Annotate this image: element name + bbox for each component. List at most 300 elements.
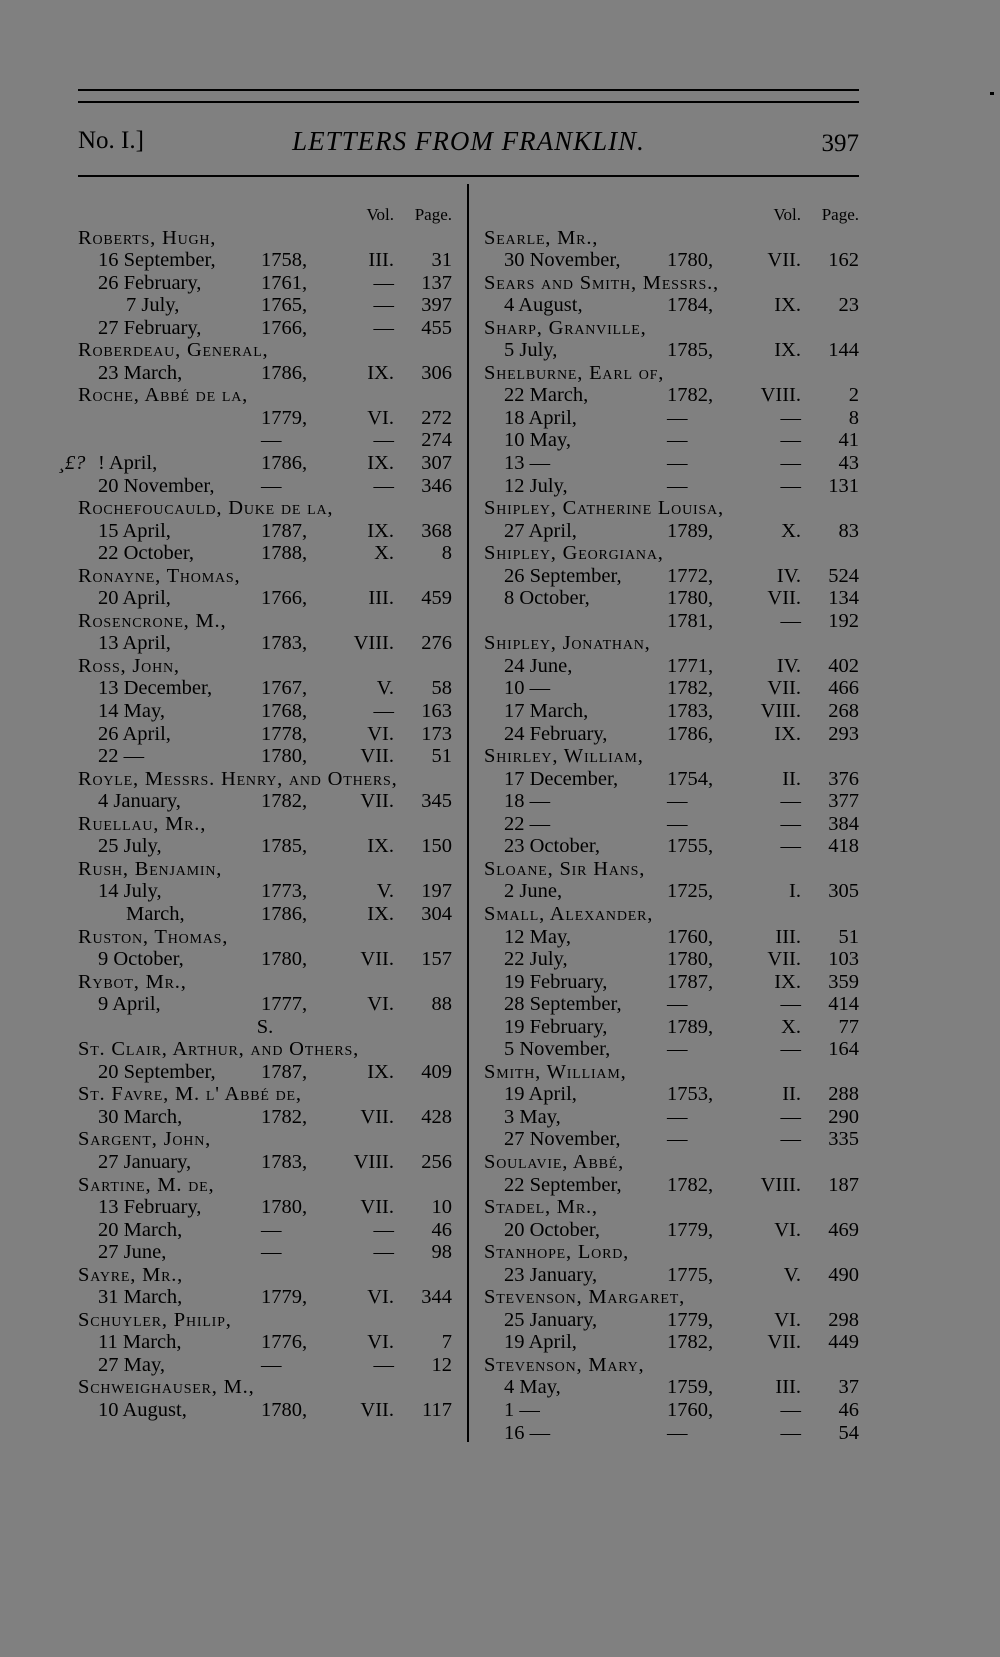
- page-ref: 376: [828, 767, 859, 790]
- volume-number: —: [373, 700, 394, 723]
- letter-date: 7 July,: [126, 294, 180, 317]
- page-ref: 144: [828, 339, 859, 362]
- page-ref: 8: [848, 406, 859, 429]
- letter-entry: [484, 677, 859, 700]
- letter-entry: [78, 993, 452, 1016]
- letter-entry: [484, 1309, 859, 1332]
- page-ref: 268: [828, 700, 859, 723]
- letter-entry: [78, 317, 452, 340]
- volume-number: III.: [368, 587, 394, 610]
- index-entry-name: [78, 227, 452, 250]
- volume-number: —: [780, 993, 801, 1016]
- letter-year: 1754,: [667, 767, 714, 790]
- letter-date: 12 May,: [504, 925, 571, 948]
- letter-date: 14 July,: [98, 880, 162, 903]
- letter-date: 14 May,: [98, 700, 165, 723]
- letter-date: 9 April,: [98, 993, 161, 1016]
- letter-date: 27 January,: [98, 1150, 192, 1173]
- section-label: No. I.]: [78, 127, 144, 154]
- left-column: [58, 204, 452, 1422]
- volume-number: —: [780, 1128, 801, 1151]
- volume-number: VII.: [767, 948, 801, 971]
- volume-number: IX.: [367, 519, 394, 542]
- letter-entry: [78, 903, 452, 926]
- volume-number: VII.: [360, 948, 394, 971]
- running-title: LETTERS FROM FRANKLIN.: [292, 126, 645, 156]
- letter-date: 16 —: [504, 1421, 551, 1444]
- index-entry-name: [484, 317, 859, 340]
- letter-entry: [78, 835, 452, 858]
- index-entry-name: [484, 1241, 859, 1264]
- page-ref: 137: [421, 271, 452, 294]
- volume-number: IX.: [367, 361, 394, 384]
- volume-number: IX.: [367, 902, 394, 925]
- letter-entry: [484, 294, 859, 317]
- letter-entry: [58, 452, 452, 475]
- page-ref: 103: [828, 948, 859, 971]
- letter-entry: [484, 339, 859, 362]
- index-entry-name: [78, 1083, 452, 1106]
- correspondent-name: St. Clair, Arthur, and Others,: [78, 1038, 360, 1061]
- letter-date: 20 March,: [98, 1218, 183, 1241]
- letter-date: 5 November,: [504, 1038, 611, 1061]
- letter-entry: [78, 723, 452, 746]
- page-ref: 58: [431, 677, 452, 700]
- letter-entry: [78, 745, 452, 768]
- letter-year: 1780,: [261, 745, 308, 768]
- correspondent-name: Shelburne, Earl of,: [484, 361, 665, 384]
- index-entry-name: [78, 339, 452, 362]
- page-ref: 459: [421, 587, 452, 610]
- letter-entry: [78, 1061, 452, 1084]
- correspondent-name: Stadel, Mr.,: [484, 1196, 598, 1219]
- page-ref: 46: [838, 1398, 859, 1421]
- index-entry-name: [484, 858, 859, 881]
- page-ref: 344: [421, 1286, 452, 1309]
- letter-entry: [484, 790, 859, 813]
- letter-entry: [78, 948, 452, 971]
- header-rule: [78, 175, 859, 177]
- page-ref: 335: [828, 1128, 859, 1151]
- page-ref: 117: [422, 1398, 452, 1421]
- page-ref: 290: [828, 1105, 859, 1128]
- correspondent-name: Rybot, Mr.,: [78, 970, 187, 993]
- page-ref: 8: [441, 542, 452, 565]
- letter-date: 27 April,: [504, 519, 577, 542]
- letter-date: 19 April,: [504, 1331, 577, 1354]
- letter-date: 10 May,: [504, 429, 571, 452]
- index-entry-name: [484, 632, 859, 655]
- letter-entry: [484, 723, 859, 746]
- letter-year: —: [261, 1241, 282, 1264]
- correspondent-name: Rush, Benjamin,: [78, 857, 223, 880]
- letter-entry: [484, 880, 859, 903]
- letter-entry: [78, 1354, 452, 1377]
- index-entry-name: [484, 497, 859, 520]
- letter-entry: [78, 1399, 452, 1422]
- letter-year: 1789,: [667, 519, 714, 542]
- letter-entry: [78, 407, 452, 430]
- letter-date: 4 January,: [98, 790, 181, 813]
- letter-entry: [78, 1151, 452, 1174]
- letter-year: 1755,: [667, 835, 714, 858]
- page-ref: 37: [838, 1376, 859, 1399]
- volume-number: —: [780, 835, 801, 858]
- letter-entry: [484, 700, 859, 723]
- letter-date: 19 February,: [504, 1015, 608, 1038]
- letter-year: 1773,: [261, 880, 308, 903]
- page-ref: 402: [828, 654, 859, 677]
- page-ref: 414: [828, 993, 859, 1016]
- volume-number: —: [780, 790, 801, 813]
- correspondent-name: Shipley, Jonathan,: [484, 632, 651, 655]
- page-ref: 359: [828, 970, 859, 993]
- letter-year: 1783,: [667, 700, 714, 723]
- index-entry-name: [78, 926, 452, 949]
- volume-number: VII.: [767, 677, 801, 700]
- page-ref: 10: [431, 1196, 452, 1219]
- letter-date: 17 December,: [504, 767, 619, 790]
- letter-year: —: [667, 1421, 688, 1444]
- letter-entry: [484, 971, 859, 994]
- page-ref: 173: [421, 722, 452, 745]
- letter-date: 10 —: [504, 677, 551, 700]
- letter-date: 2 June,: [504, 880, 563, 903]
- letter-date: 20 September,: [98, 1060, 216, 1083]
- index-entry-name: [78, 565, 452, 588]
- letter-date: 26 April,: [98, 722, 171, 745]
- letter-date: 31 March,: [98, 1286, 183, 1309]
- letter-entry: [484, 948, 859, 971]
- index-entry-name: [78, 1264, 452, 1287]
- correspondent-name: Ross, John,: [78, 654, 180, 677]
- letter-year: 1782,: [667, 384, 714, 407]
- letter-year: 1787,: [261, 1060, 308, 1083]
- volume-number: III.: [775, 1376, 801, 1399]
- letter-year: 1758,: [261, 249, 308, 272]
- letter-date: 11 March,: [98, 1331, 182, 1354]
- letter-year: 1786,: [261, 902, 308, 925]
- letter-entry: [78, 1219, 452, 1242]
- page-ref: 131: [828, 474, 859, 497]
- letter-entry: [484, 768, 859, 791]
- page-ref: 192: [828, 609, 859, 632]
- index-entry-name: [484, 1061, 859, 1084]
- volume-number: VIII.: [760, 384, 801, 407]
- page-ref: 43: [838, 452, 859, 475]
- letter-entry: [78, 294, 452, 317]
- letter-year: 1784,: [667, 294, 714, 317]
- index-entry-name: [484, 1196, 859, 1219]
- letter-date: 23 October,: [504, 835, 600, 858]
- volume-number: VII.: [360, 1196, 394, 1219]
- correspondent-name: Searle, Mr.,: [484, 226, 599, 249]
- letter-year: 1779,: [667, 1308, 714, 1331]
- letter-date: 20 October,: [504, 1218, 600, 1241]
- vol-heading: Vol.: [366, 205, 394, 224]
- index-entry-name: [78, 384, 452, 407]
- page-ref: 524: [828, 564, 859, 587]
- letter-entry: [78, 790, 452, 813]
- volume-number: VII.: [360, 1398, 394, 1421]
- page-ref: 31: [431, 249, 452, 272]
- letter-date: 24 June,: [504, 654, 573, 677]
- letter-year: 1779,: [261, 1286, 308, 1309]
- page-ref: 23: [838, 294, 859, 317]
- volume-number: VIII.: [760, 700, 801, 723]
- correspondent-name: Sayre, Mr.,: [78, 1263, 184, 1286]
- volume-number: X.: [781, 519, 801, 542]
- page-ref: 51: [431, 745, 452, 768]
- letter-entry: [484, 655, 859, 678]
- volume-number: VII.: [360, 1105, 394, 1128]
- page-ref: 346: [421, 474, 452, 497]
- letter-date: 22 September,: [504, 1173, 622, 1196]
- letter-year: 1761,: [261, 271, 308, 294]
- letter-entry: [484, 587, 859, 610]
- volume-number: VIII.: [760, 1173, 801, 1196]
- letter-entry: [78, 1331, 452, 1354]
- letter-year: 1782,: [261, 790, 308, 813]
- letter-year: 1788,: [261, 542, 308, 565]
- index-entry-name: [484, 227, 859, 250]
- letter-date: 28 September,: [504, 993, 622, 1016]
- page-ref: 157: [421, 948, 452, 971]
- letter-year: 1766,: [261, 587, 308, 610]
- letter-year: —: [667, 790, 688, 813]
- letter-entry: [484, 429, 859, 452]
- letter-year: 1783,: [261, 1150, 308, 1173]
- volume-number: VII.: [360, 745, 394, 768]
- letter-entry: [484, 835, 859, 858]
- page-header: [78, 124, 859, 164]
- correspondent-name: Ruston, Thomas,: [78, 925, 229, 948]
- column-divider: [467, 184, 469, 1442]
- letter-year: 1787,: [261, 519, 308, 542]
- letter-date: 30 November,: [504, 249, 621, 272]
- volume-number: V.: [783, 1263, 801, 1286]
- letter-entry: [78, 429, 452, 452]
- index-entry-name: [484, 362, 859, 385]
- letter-entry: [78, 272, 452, 295]
- letter-date: 26 September,: [504, 564, 622, 587]
- volume-number: X.: [374, 542, 394, 565]
- page-ref: 41: [838, 429, 859, 452]
- correspondent-name: Soulavie, Abbé,: [484, 1150, 625, 1173]
- letter-year: —: [667, 1128, 688, 1151]
- page-ref: 150: [421, 835, 452, 858]
- index-entry-name: [484, 272, 859, 295]
- volume-number: II.: [782, 1083, 801, 1106]
- letter-year: 1760,: [667, 925, 714, 948]
- volume-number: IV.: [776, 564, 801, 587]
- page-ref: 162: [828, 249, 859, 272]
- page-ref: 368: [421, 519, 452, 542]
- volume-number: I.: [789, 880, 801, 903]
- letter-year: —: [667, 452, 688, 475]
- page-ref: 377: [828, 790, 859, 813]
- letter-date: 27 November,: [504, 1128, 621, 1151]
- letter-year: 1785,: [667, 339, 714, 362]
- letter-entry: [78, 700, 452, 723]
- column-headings: [78, 204, 452, 227]
- letter-entry: [78, 1286, 452, 1309]
- letter-year: 1767,: [261, 677, 308, 700]
- index-entry-name: [78, 858, 452, 881]
- correspondent-name: Ronayne, Thomas,: [78, 564, 241, 587]
- letter-date: 19 April,: [504, 1083, 577, 1106]
- letter-year: —: [261, 429, 282, 452]
- volume-number: VI.: [774, 1308, 801, 1331]
- letter-entry: [78, 632, 452, 655]
- letter-entry: [484, 610, 859, 633]
- letter-date: 20 November,: [98, 474, 215, 497]
- page-ref: 134: [828, 587, 859, 610]
- volume-number: VI.: [367, 993, 394, 1016]
- letter-entry: [78, 520, 452, 543]
- letter-entry: [484, 813, 859, 836]
- speck-mark: [990, 92, 994, 95]
- volume-number: —: [373, 1353, 394, 1376]
- page-ref: 276: [421, 632, 452, 655]
- letter-entry: [484, 1376, 859, 1399]
- letter-year: 1725,: [667, 880, 714, 903]
- letter-date: 25 July,: [98, 835, 162, 858]
- correspondent-name: Shipley, Catherine Louisa,: [484, 497, 724, 520]
- volume-number: IX.: [367, 835, 394, 858]
- letter-year: —: [261, 474, 282, 497]
- correspondent-name: St. Favre, M. l' Abbé de,: [78, 1083, 302, 1106]
- volume-number: VI.: [367, 722, 394, 745]
- volume-number: —: [780, 609, 801, 632]
- letter-entry: [484, 407, 859, 430]
- letter-entry: [78, 362, 452, 385]
- letter-date: 17 March,: [504, 700, 589, 723]
- page-ref: 298: [828, 1308, 859, 1331]
- correspondent-name: Stevenson, Mary,: [484, 1353, 645, 1376]
- index-entry-name: [484, 903, 859, 926]
- page-ref: 187: [828, 1173, 859, 1196]
- letter-date: 22 —: [98, 745, 145, 768]
- page-ref: 164: [828, 1038, 859, 1061]
- letter-date: 13 April,: [98, 632, 171, 655]
- column-headings: [484, 204, 859, 227]
- letter-date: 3 May,: [504, 1105, 561, 1128]
- letter-entry: [484, 520, 859, 543]
- letter-entry: [484, 1219, 859, 1242]
- letter-date: 4 May,: [504, 1376, 561, 1399]
- letter-date: 13 —: [504, 452, 551, 475]
- letter-date: 27 February,: [98, 316, 202, 339]
- letter-date: 22 March,: [504, 384, 589, 407]
- letter-entry: [484, 1038, 859, 1061]
- page-ref: 305: [828, 880, 859, 903]
- correspondent-name: Ruellau, Mr.,: [78, 812, 207, 835]
- letter-year: —: [667, 1105, 688, 1128]
- letter-date: 23 January,: [504, 1263, 598, 1286]
- letter-year: 1780,: [261, 948, 308, 971]
- index-entry-name: [78, 1376, 452, 1399]
- volume-number: —: [780, 429, 801, 452]
- letter-date: 16 September,: [98, 249, 216, 272]
- volume-number: IX.: [774, 294, 801, 317]
- index-entry-name: [78, 1038, 452, 1061]
- letter-year: 1780,: [667, 948, 714, 971]
- letter-year: 1782,: [667, 1331, 714, 1354]
- margin-mark: ¸£?: [58, 452, 86, 475]
- letter-year: 1786,: [261, 361, 308, 384]
- volume-number: IX.: [774, 339, 801, 362]
- correspondent-name: Roberts, Hugh,: [78, 226, 217, 249]
- letter-entry: [78, 1196, 452, 1219]
- index-entry-name: [78, 1128, 452, 1151]
- correspondent-name: Stanhope, Lord,: [484, 1241, 630, 1264]
- letter-entry: [484, 1083, 859, 1106]
- page-ref: 397: [421, 294, 452, 317]
- letter-year: 1760,: [667, 1398, 714, 1421]
- letter-date: 10 August,: [98, 1398, 187, 1421]
- letter-year: 1777,: [261, 993, 308, 1016]
- letter-year: —: [667, 812, 688, 835]
- letter-date: ! April,: [98, 452, 158, 475]
- volume-number: III.: [368, 249, 394, 272]
- letter-date: 22 July,: [504, 948, 568, 971]
- correspondent-name: Roberdeau, General,: [78, 339, 269, 362]
- letter-entry: [484, 1264, 859, 1287]
- volume-number: —: [780, 406, 801, 429]
- letter-date: 13 February,: [98, 1196, 202, 1219]
- volume-number: VI.: [367, 1331, 394, 1354]
- letter-year: 1753,: [667, 1083, 714, 1106]
- volume-number: IV.: [776, 654, 801, 677]
- page-heading: Page.: [821, 205, 859, 224]
- volume-number: III.: [775, 925, 801, 948]
- page-ref: 466: [828, 677, 859, 700]
- volume-number: —: [780, 474, 801, 497]
- correspondent-name: Schuyler, Philip,: [78, 1308, 232, 1331]
- letter-year: —: [261, 1218, 282, 1241]
- letter-year: 1778,: [261, 722, 308, 745]
- letter-date: 23 March,: [98, 361, 183, 384]
- volume-number: —: [373, 474, 394, 497]
- index-entry-name: [78, 1174, 452, 1197]
- letter-year: 1775,: [667, 1263, 714, 1286]
- letter-year: 1780,: [667, 587, 714, 610]
- letter-entry: [78, 542, 452, 565]
- page-ref: 274: [421, 429, 452, 452]
- correspondent-name: Roche, Abbé de la,: [78, 384, 249, 407]
- volume-number: VII.: [767, 249, 801, 272]
- volume-number: VIII.: [353, 632, 394, 655]
- top-rule-inner: [78, 101, 859, 103]
- volume-number: —: [780, 1398, 801, 1421]
- letter-entry: [78, 1241, 452, 1264]
- page-ref: 455: [421, 316, 452, 339]
- letter-year: 1782,: [667, 1173, 714, 1196]
- volume-number: —: [780, 1038, 801, 1061]
- page-ref: 256: [421, 1150, 452, 1173]
- page-ref: 272: [421, 406, 452, 429]
- page-number: 397: [821, 130, 859, 157]
- letter-entry: [484, 926, 859, 949]
- letter-entry: [484, 1422, 859, 1445]
- letter-year: —: [667, 429, 688, 452]
- volume-number: VII.: [767, 587, 801, 610]
- volume-number: —: [373, 294, 394, 317]
- volume-number: VI.: [367, 406, 394, 429]
- volume-number: IX.: [774, 722, 801, 745]
- volume-number: —: [373, 1218, 394, 1241]
